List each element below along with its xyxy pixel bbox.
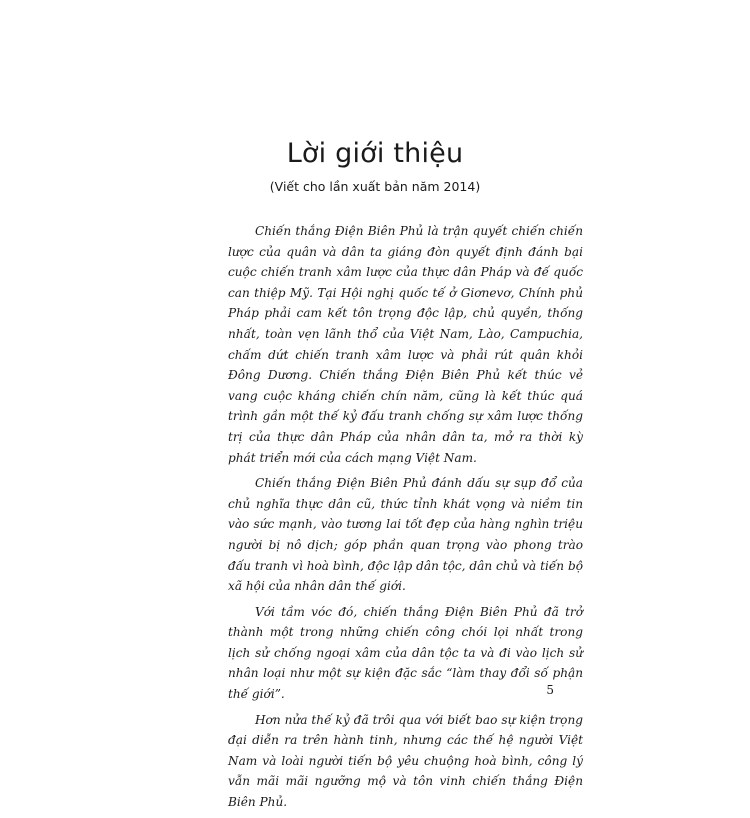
paragraph-1: Chiến thắng Điện Biên Phủ là trận quyết chiến chiến lược của quân và dân ta giáng đòn quyết định đánh bại cuộc chiến tranh xâm lược của thực dân Pháp và đế quốc can thiệp Mỹ. Tại Hội nghị quốc tế ở Giơnevơ, Chính phủ Pháp phải cam kết tôn trọng độc lập, chủ quyền, thống nhất, toàn vẹn lãnh thổ của Việt Nam, Lào, Campuchia, chấm dứt chiến tranh xâm lược và phải rút quân khỏi Đông Dương. Chiến thắng Điện Biên Phủ kết thúc vẻ vang cuộc kháng chiến chín năm, cũng là kết thúc quá trình gần một thế kỷ đấu tranh chống sự xâm lược thống trị của thực dân Pháp của nhân dân ta, mở ra thời kỳ phát triển mới của cách mạng Việt Nam. <box>228 224 583 465</box>
paragraph-2: Chiến thắng Điện Biên Phủ đánh dấu sự sụp đổ của chủ nghĩa thực dân cũ, thức tỉnh khát vọng và niềm tin vào sức mạnh, vào tương lai tốt đẹp của hàng nghìn triệu người bị nô dịch; góp phần quan trọng vào phong trào đấu tranh vì hoà bình, độc lập dân tộc, dân chủ và tiến bộ xã hội của nhân dân thế giới. <box>228 476 583 594</box>
body-text <box>228 221 583 818</box>
paragraph-3: Với tầm vóc đó, chiến thắng Điện Biên Phủ đã trở thành một trong những chiến công chói lọi nhất trong lịch sử chống ngoại xâm của dân tộc ta và đi vào lịch sử nhân loại như một sự kiện đặc sắc “làm thay đổi số phận thế giới”. <box>228 604 583 702</box>
page-number: 5 <box>546 683 554 697</box>
paragraph-4: Hơn nửa thế kỷ đã trôi qua với biết bao sự kiện trọng đại diễn ra trên hành tinh, nhưng các thế hệ người Việt Nam và loài người tiến bộ yêu chuộng hoà bình, công lý vẫn mãi mãi ngưỡng mộ và tôn vinh chiến thắng Điện Biên Phủ. <box>228 712 583 810</box>
page-subtitle: (Viết cho lần xuất bản năm 2014) <box>269 179 481 194</box>
page-title: Lời giới thiệu <box>286 138 464 169</box>
